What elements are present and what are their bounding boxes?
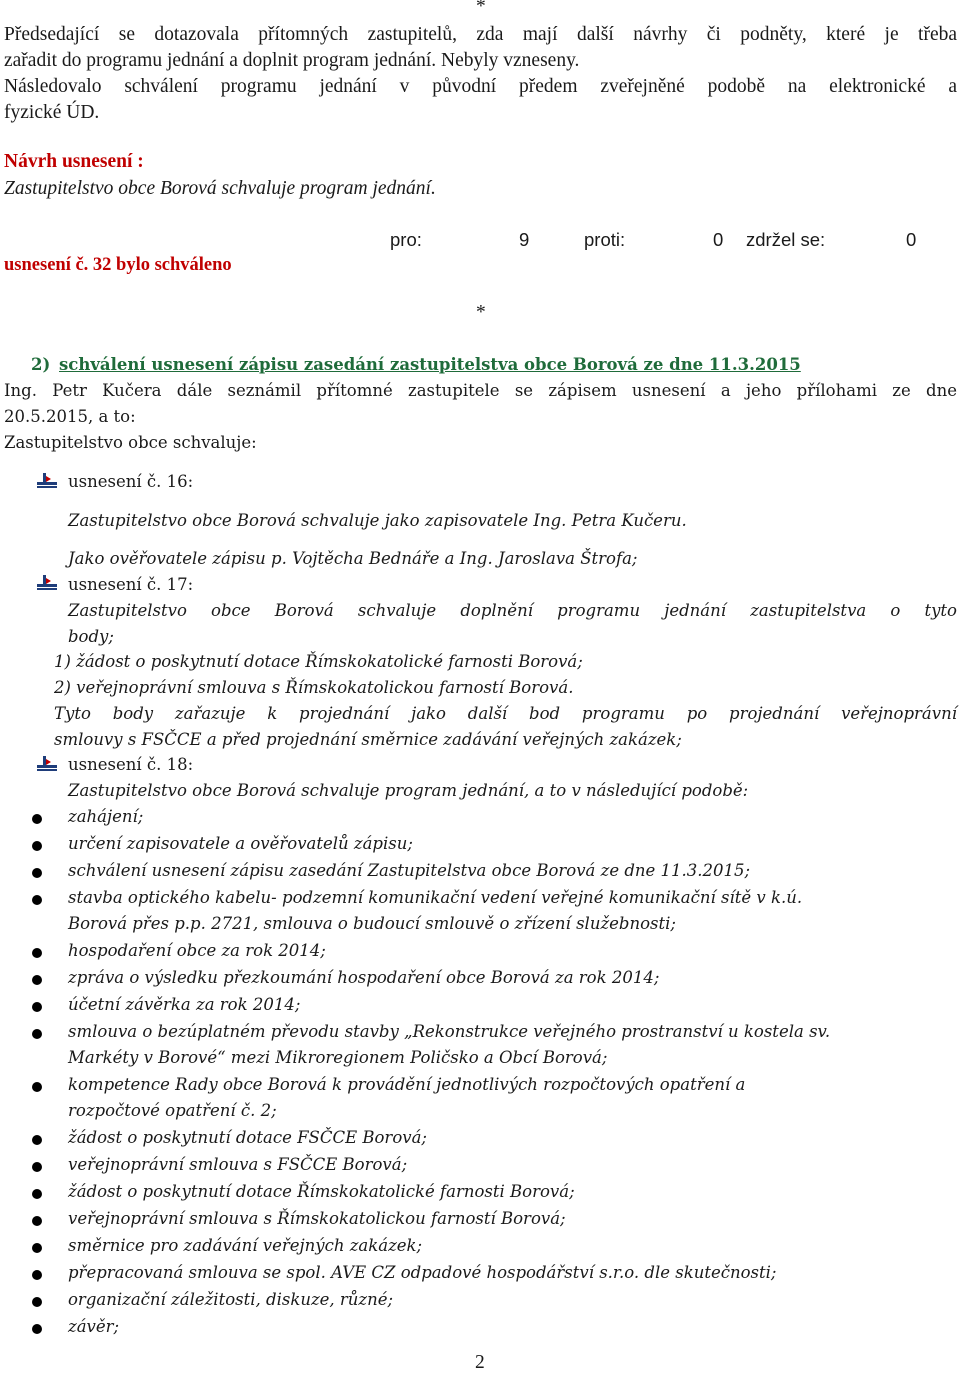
program-item-continued: rozpočtové opatření č. 2; (68, 1101, 277, 1120)
list-bullet (32, 1002, 42, 1012)
program-item: zpráva o výsledku přezkoumání hospodaření obce Borová za rok 2014; (68, 968, 660, 987)
program-item: určení zapisovatele a ověřovatelů zápisu; (68, 834, 413, 853)
vote-abstain-label: zdržel se: (746, 229, 826, 250)
res16-label: usnesení č. 16: (68, 472, 194, 491)
res17-item-2: 2) veřejnoprávní smlouva s Římskokatolickou farností Borová. (54, 678, 574, 697)
res18-line-1: Zastupitelstvo obce Borová schvaluje program jednání, a to v následující podobě: (68, 781, 749, 800)
program-item-continued: Borová přes p.p. 2721, smlouva o budoucí smlouvě o zřízení služebnosti; (68, 914, 676, 933)
arrow-bullet-icon (37, 756, 57, 772)
program-item: stavba optického kabelu- podzemní komunikační vedení veřejné komunikační sítě v k.ú. (68, 888, 803, 907)
list-bullet (32, 1216, 42, 1226)
top-asterisk: * (476, 0, 486, 17)
list-bullet (32, 841, 42, 851)
program-item: přepracovaná smlouva se spol. AVE CZ odpadové hospodářství s.r.o. dle skutečnosti; (68, 1263, 777, 1282)
vote-against-value: 0 (713, 229, 724, 250)
section2-number: 2) (31, 355, 51, 374)
list-bullet (32, 1270, 42, 1280)
proposal-text: Zastupitelstvo obce Borová schvaluje program jednání. (4, 178, 436, 199)
intro-line-3: Následovalo schválení programu jednání v původní předem zveřejněné podobě na elektronické a (4, 76, 957, 97)
arrow-bullet-icon (37, 473, 57, 489)
program-item: závěr; (68, 1317, 120, 1336)
intro-line-1: Předsedající se dotazovala přítomných zastupitelů, zda mají další návrhy či podněty, které je třeba (4, 24, 957, 45)
intro-line-4: fyzické ÚD. (4, 102, 100, 123)
list-bullet (32, 1243, 42, 1253)
program-item: žádost o poskytnutí dotace FSČCE Borová; (68, 1128, 427, 1147)
list-bullet (32, 1135, 42, 1145)
section2-line-1: Ing. Petr Kučera dále seznámil přítomné zastupitele se zápisem usnesení a jeho přílohami ze dne (4, 381, 957, 400)
res17-line-1: Zastupitelstvo obce Borová schvaluje doplnění programu jednání zastupitelstva o tyto (68, 601, 957, 620)
section2-line-2: 20.5.2015, a to: (4, 407, 136, 426)
program-item: zahájení; (68, 807, 144, 826)
list-bullet (32, 1189, 42, 1199)
res16-line-2: Jako ověřovatele zápisu p. Vojtěcha Bednáře a Ing. Jaroslava Štrofa; (68, 549, 638, 568)
page-number: 2 (475, 1352, 485, 1373)
list-bullet (32, 1162, 42, 1172)
list-bullet (32, 1082, 42, 1092)
program-item: směrnice pro zadávání veřejných zakázek; (68, 1236, 423, 1255)
program-item: hospodaření obce za rok 2014; (68, 941, 326, 960)
list-bullet (32, 948, 42, 958)
vote-for-label: pro: (390, 229, 422, 250)
list-bullet (32, 814, 42, 824)
res17-line-2: body; (68, 627, 114, 646)
vote-against-label: proti: (584, 229, 626, 250)
arrow-bullet-icon (37, 575, 57, 591)
program-item: organizační záležitosti, diskuze, různé; (68, 1290, 394, 1309)
res18-label: usnesení č. 18: (68, 755, 194, 774)
vote-abstain-value: 0 (906, 229, 917, 250)
section2-line-3: Zastupitelstvo obce schvaluje: (4, 433, 257, 452)
program-item: kompetence Rady obce Borová k provádění jednotlivých rozpočtových opatření a (68, 1075, 746, 1094)
res16-line-1: Zastupitelstvo obce Borová schvaluje jako zapisovatele Ing. Petra Kučeru. (68, 511, 687, 530)
section2-title: schválení usnesení zápisu zasedání zastupitelstva obce Borová ze dne 11.3.2015 (59, 355, 801, 374)
intro-line-2: zařadit do programu jednání a doplnit program jednání. Nebyly vzneseny. (4, 50, 580, 71)
list-bullet (32, 1029, 42, 1039)
res17-label: usnesení č. 17: (68, 575, 194, 594)
program-item: účetní závěrka za rok 2014; (68, 995, 301, 1014)
program-item: smlouva o bezúplatném převodu stavby „Rekonstrukce veřejného prostranství u kostela sv. (68, 1022, 831, 1041)
program-item: veřejnoprávní smlouva s Římskokatolickou farností Borová; (68, 1209, 566, 1228)
program-item-continued: Markéty v Borové“ mezi Mikroregionem Poličsko a Obcí Borová; (68, 1048, 608, 1067)
res17-line-3: Tyto body zařazuje k projednání jako další bod programu po projednání veřejnoprávní (54, 704, 957, 723)
program-item: veřejnoprávní smlouva s FSČCE Borová; (68, 1155, 408, 1174)
list-bullet (32, 1324, 42, 1334)
proposal-heading: Návrh usnesení : (4, 151, 144, 172)
program-item: žádost o poskytnutí dotace Římskokatolické farnosti Borová; (68, 1182, 575, 1201)
res17-item-1: 1) žádost o poskytnutí dotace Římskokatolické farnosti Borová; (54, 652, 583, 671)
res17-line-4: smlouvy s FSČCE a před projednání směrnice zadávání veřejných zakázek; (54, 730, 682, 749)
program-item: schválení usnesení zápisu zasedání Zastupitelstva obce Borová ze dne 11.3.2015; (68, 861, 751, 880)
vote-for-value: 9 (519, 229, 530, 250)
list-bullet (32, 895, 42, 905)
middle-asterisk: * (476, 302, 486, 323)
list-bullet (32, 975, 42, 985)
vote-result: usnesení č. 32 bylo schváleno (4, 255, 232, 275)
list-bullet (32, 868, 42, 878)
list-bullet (32, 1297, 42, 1307)
